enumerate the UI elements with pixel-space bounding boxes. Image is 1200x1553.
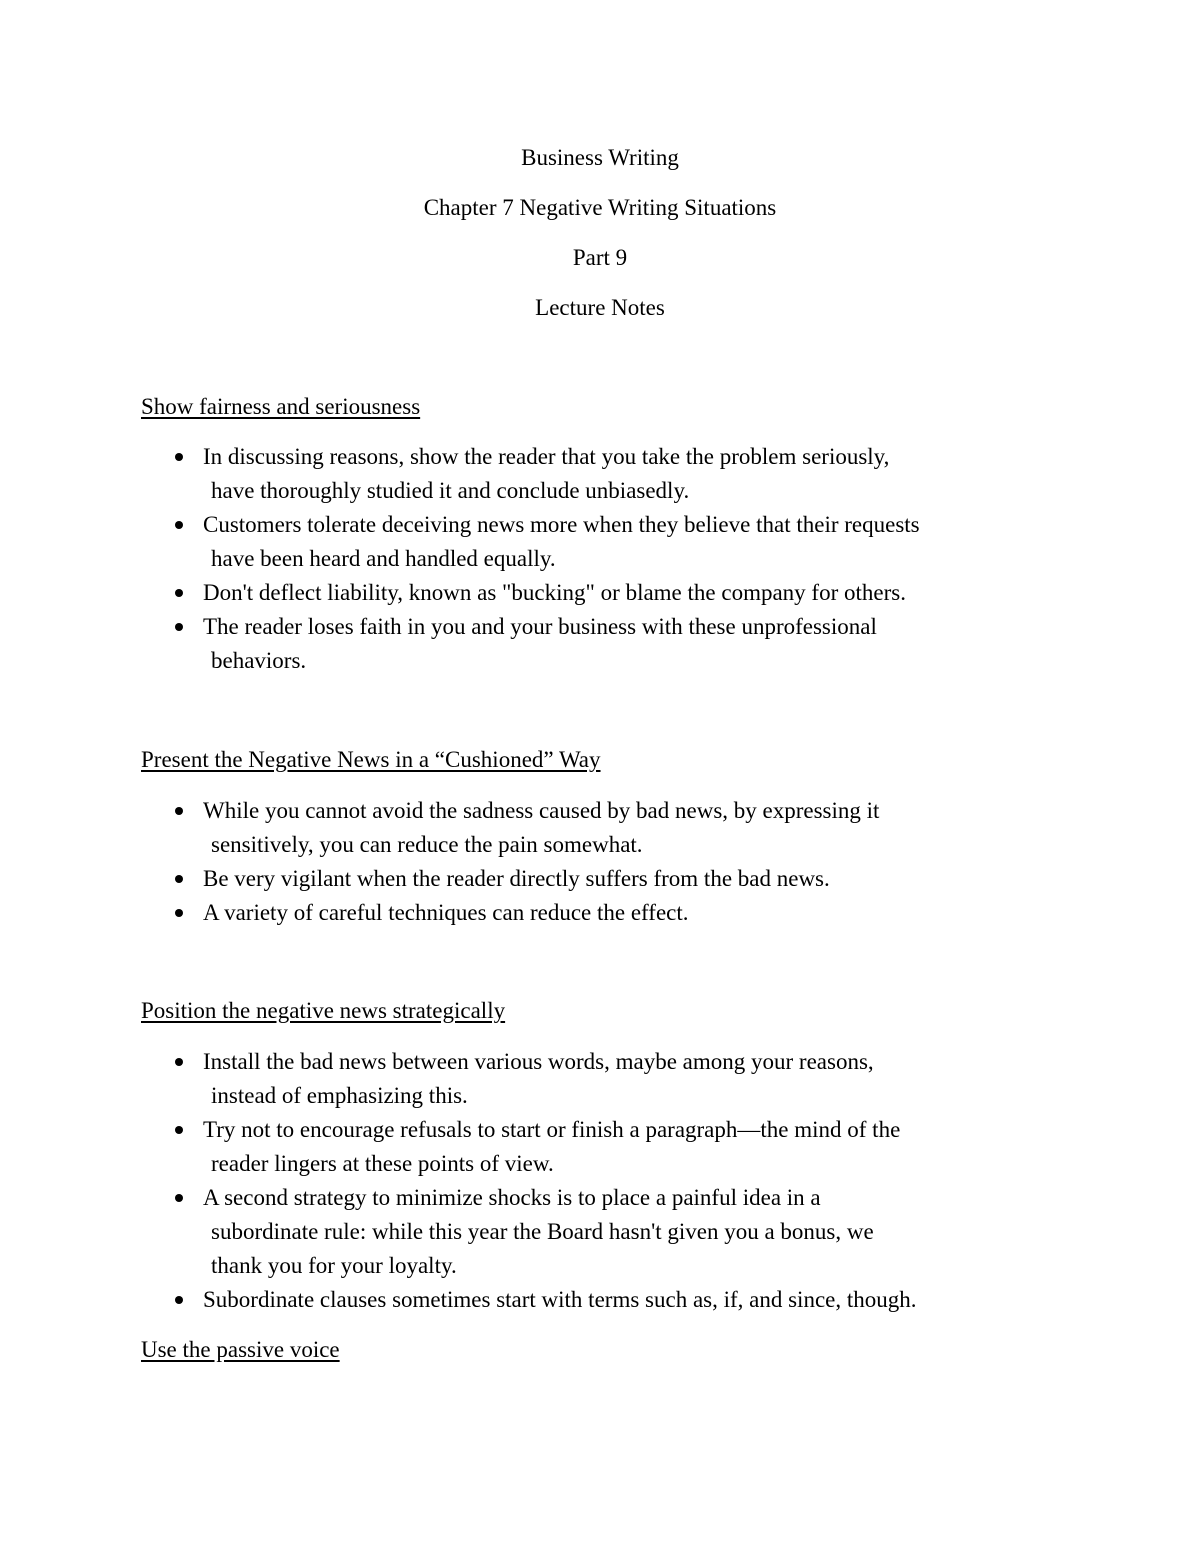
bullet-icon: [175, 1296, 183, 1304]
section-heading-passive-voice: Use the passive voice: [141, 1337, 340, 1362]
list-item-text: Subordinate clauses sometimes start with terms such as, if, and since, though.: [203, 1287, 917, 1312]
list-item-text: A variety of careful techniques can reduce the effect.: [203, 900, 689, 925]
section-list-fairness: [141, 440, 1141, 678]
list-item-text: A second strategy to minimize shocks is to place a painful idea in a: [203, 1185, 821, 1210]
list-item-text: have thoroughly studied it and conclude unbiasedly.: [211, 478, 690, 503]
section-list-cushioned: [141, 794, 1141, 930]
list-item-text: subordinate rule: while this year the Board hasn't given you a bonus, we: [211, 1219, 874, 1244]
list-item-text: instead of emphasizing this.: [211, 1083, 468, 1108]
list-item-text: thank you for your loyalty.: [211, 1253, 457, 1278]
document-title: Business Writing: [521, 145, 679, 170]
bullet-icon: [175, 807, 183, 815]
lecture-notes-label: Lecture Notes: [535, 295, 665, 320]
list-item-text: Try not to encourage refusals to start or finish a paragraph—the mind of the: [203, 1117, 901, 1142]
list-item-text: Customers tolerate deceiving news more when they believe that their requests: [203, 512, 920, 537]
bullet-icon: [175, 1126, 183, 1134]
list-item: [141, 1283, 1141, 1317]
list-item-text: reader lingers at these points of view.: [211, 1151, 554, 1176]
list-item-text: Don't deflect liability, known as "bucking" or blame the company for others.: [203, 580, 906, 605]
list-item: [141, 862, 1141, 896]
bullet-icon: [175, 875, 183, 883]
section-heading-position: Position the negative news strategically: [141, 998, 506, 1023]
bullet-icon: [175, 909, 183, 917]
list-item: [141, 576, 1141, 610]
list-item-text: The reader loses faith in you and your business with these unprofessional: [203, 614, 877, 639]
chapter-title: Chapter 7 Negative Writing Situations: [423, 195, 777, 220]
list-item: [141, 610, 1141, 678]
part-label: Part 9: [572, 245, 628, 270]
bullet-icon: [175, 453, 183, 461]
section-heading-cushioned: Present the Negative News in a “Cushioned” Way: [141, 747, 601, 772]
list-item: [141, 1045, 1141, 1113]
list-item: [141, 440, 1141, 508]
list-item: [141, 794, 1141, 862]
bullet-icon: [175, 1058, 183, 1066]
list-item-text: Install the bad news between various words, maybe among your reasons,: [203, 1049, 874, 1074]
list-item: [141, 1181, 1141, 1283]
list-item-text: Be very vigilant when the reader directly suffers from the bad news.: [203, 866, 830, 891]
list-item-text: behaviors.: [211, 648, 307, 673]
list-item: [141, 508, 1141, 576]
list-item: [141, 896, 1141, 930]
list-item-text: sensitively, you can reduce the pain somewhat.: [211, 832, 643, 857]
bullet-icon: [175, 521, 183, 529]
bullet-icon: [175, 623, 183, 631]
section-list-position: [141, 1045, 1141, 1317]
list-item-text: have been heard and handled equally.: [211, 546, 556, 571]
section-heading-fairness: Show fairness and seriousness: [141, 394, 421, 419]
bullet-icon: [175, 1194, 183, 1202]
bullet-icon: [175, 589, 183, 597]
list-item-text: In discussing reasons, show the reader that you take the problem seriously,: [203, 444, 890, 469]
list-item: [141, 1113, 1141, 1181]
list-item-text: While you cannot avoid the sadness caused by bad news, by expressing it: [203, 798, 880, 823]
